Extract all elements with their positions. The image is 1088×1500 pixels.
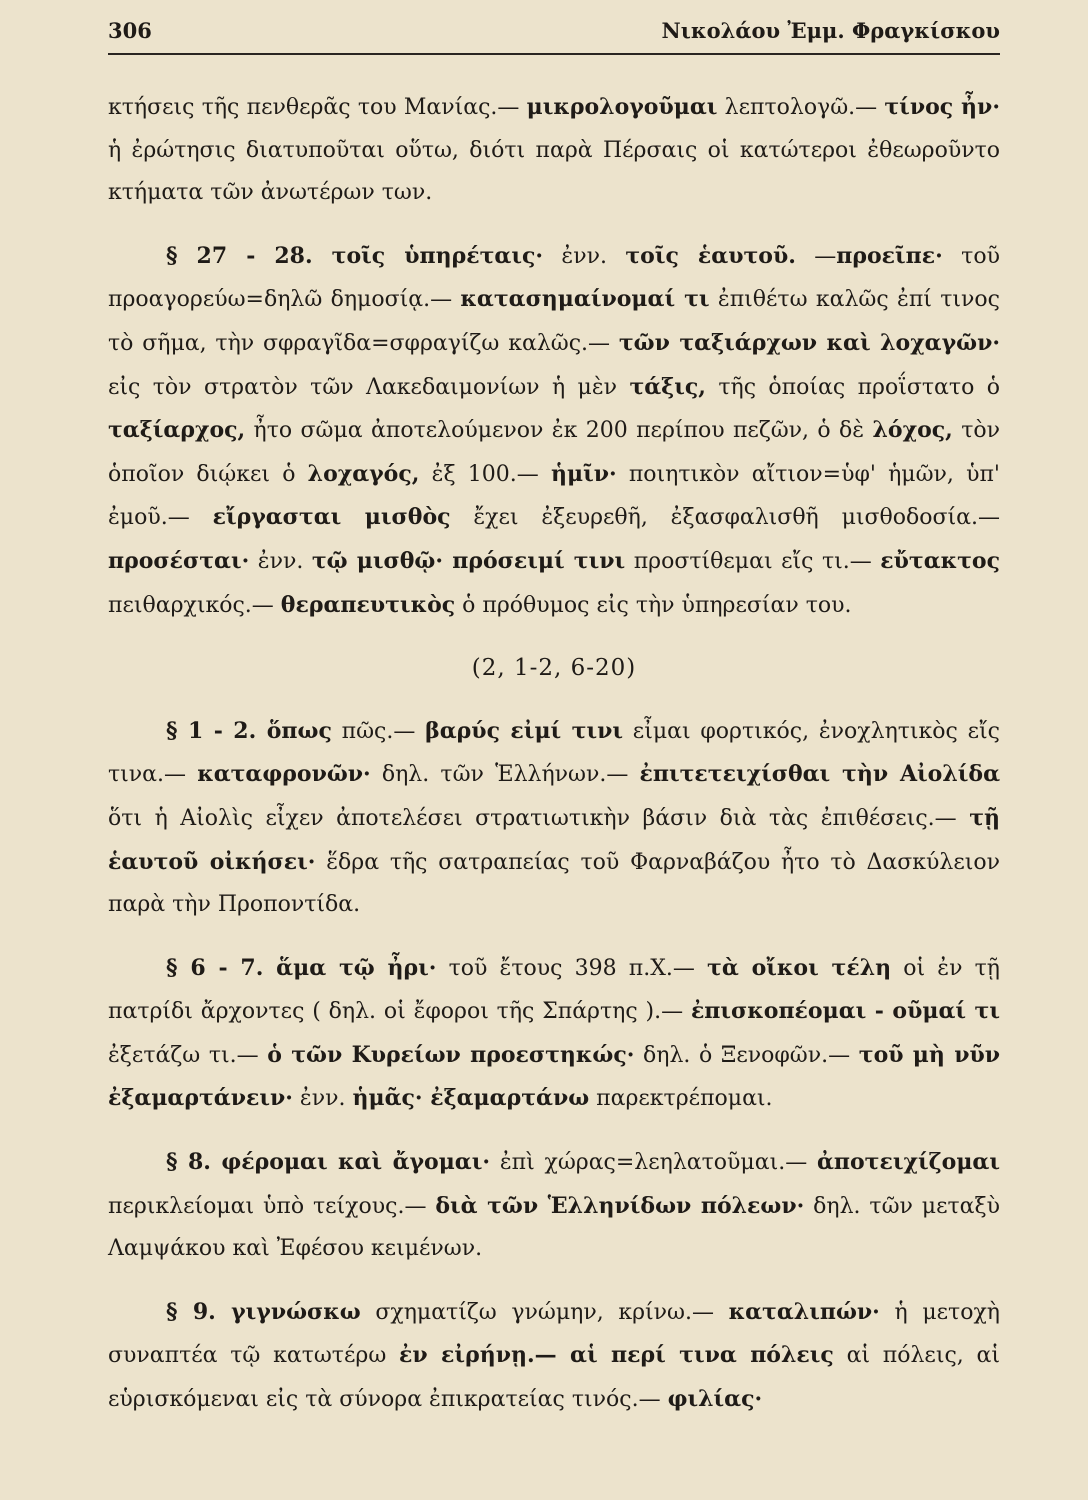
- gloss-text: ὅτι ἡ Αἰολὶς εἶχεν ἀποτελέσει στρατιωτικὴν βάσιν διὰ τὰς ἐπιθέσεις.—: [108, 805, 970, 831]
- gloss-text: πῶς.—: [331, 718, 426, 744]
- gloss-text: σχηματίζω γνώμην, κρίνω.—: [360, 1299, 729, 1325]
- lemma-term: § 8. φέρομαι καὶ ἄγομαι·: [166, 1149, 491, 1176]
- gloss-text: ὁ πρόθυμος εἰς τὴν ὑπηρεσίαν του.: [455, 592, 852, 618]
- lemma-term: θεραπευτικὸς: [280, 591, 456, 618]
- gloss-text: ἐπὶ χώρας=λεηλατοῦμαι.—: [490, 1150, 817, 1176]
- gloss-text: τῆς ὁποίας προΐστατο ὁ: [705, 374, 1000, 400]
- lemma-term: τῇ ἑαυτοῦ οἰκήσει·: [108, 804, 1000, 875]
- lemma-term: τοῖς ἑαυτοῦ.: [625, 242, 796, 269]
- lemma-term: § 9. γιγνώσκω: [166, 1298, 361, 1325]
- lemma-term: ἡμῖν·: [550, 460, 617, 487]
- gloss-text: οἱ ἐν τῇ πατρίδι ἄρχοντες ( δηλ. οἱ ἔφοροι τῆς Σπάρτης ).—: [108, 955, 1000, 1025]
- lemma-term: τοῦ μὴ νῦν ἐξαμαρτάνειν·: [108, 1041, 1000, 1112]
- gloss-text: δηλ. ὁ Ξενοφῶν.—: [634, 1042, 859, 1068]
- lemma-term: ταξίαρχος,: [108, 417, 246, 444]
- gloss-text: ἐνν.: [292, 1086, 353, 1112]
- header-rule: [108, 53, 1000, 55]
- running-head: Νικολάου Ἐμμ. Φραγκίσκου: [661, 18, 1000, 43]
- gloss-text: ἔχει ἐξευρεθῆ, ἐξασφαλισθῆ μισθοδοσία.—: [450, 505, 1001, 531]
- gloss-text: δηλ. τῶν Ἑλλήνων.—: [370, 762, 640, 788]
- lemma-term: καταλιπών·: [728, 1298, 880, 1325]
- paragraph: [108, 710, 1000, 927]
- gloss-text: ἦτο σῶμα ἀποτελούμενον ἐκ 200 περίπου πεζῶν, ὁ δὲ: [245, 418, 873, 444]
- gloss-text: ἐνν.: [543, 243, 626, 269]
- gloss-text: ἐξετάζω τι.—: [108, 1042, 268, 1068]
- lemma-term: τὰ οἴκοι τέλη: [707, 954, 892, 981]
- lemma-term: § 6 - 7. ἅμα τῷ ἦρι·: [166, 954, 437, 981]
- gloss-text: κτήσεις τῆς πενθερᾶς του Μανίας.—: [108, 95, 527, 120]
- lemma-term: λοχαγός,: [307, 460, 420, 487]
- gloss-text: τοῦ ἔτους 398 π.Χ.—: [436, 955, 708, 981]
- lemma-term: τῷ μισθῷ· πρόσειμί τινι: [311, 547, 626, 574]
- lemma-term: φιλίας·: [667, 1386, 763, 1413]
- gloss-text: τοῦ προαγορεύω=δηλῶ δημοσίᾳ.—: [108, 243, 1000, 313]
- gloss-text: —: [795, 243, 837, 269]
- commentary-text: [108, 86, 1000, 1422]
- paragraph: [108, 1141, 1000, 1271]
- lemma-term: ὁ τῶν Κυρείων προεστηκώς·: [267, 1041, 635, 1068]
- lemma-term: λόχος,: [872, 417, 953, 444]
- lemma-term: βαρύς εἰμί τινι: [425, 717, 624, 744]
- lemma-term: εὔτακτος: [880, 547, 1000, 574]
- lemma-term: ἐν εἰρήνῃ.— αἱ περί τινα πόλεις: [399, 1342, 834, 1369]
- gloss-text: ἡ ἐρώτησις διατυποῦται οὕτω, διότι παρὰ Πέρσαις οἱ κατώτεροι ἐθεωροῦντο κτήματα τῶν ἀνωτέρων των.: [108, 137, 1000, 206]
- lemma-term: διὰ τῶν Ἑλληνίδων πόλεων·: [435, 1192, 805, 1219]
- lemma-term: καταφρονῶν·: [197, 761, 371, 788]
- page-header: [108, 18, 1000, 48]
- gloss-text: εἰς τὸν στρατὸν τῶν Λακεδαιμονίων ἡ μὲν: [108, 374, 630, 400]
- gloss-text: δηλ. τῶν μεταξὺ Λαμψάκου καὶ Ἐφέσου κειμένων.: [108, 1193, 1000, 1262]
- gloss-text: προστίθεμαι εἴς τι.—: [625, 548, 881, 574]
- gloss-text: ποιητικὸν αἴτιον=ὑφ' ἡμῶν, ὑπ' ἐμοῦ.—: [108, 461, 1000, 531]
- lemma-term: § 27 - 28. τοῖς ὑπηρέταις·: [166, 242, 544, 269]
- gloss-text: τὸν ὁποῖον διῴκει ὁ: [108, 418, 1000, 487]
- lemma-term: ἐπισκοπέομαι - οῦμαί τι: [690, 998, 1000, 1025]
- gloss-text: περικλείομαι ὑπὸ τείχους.—: [108, 1193, 436, 1219]
- paragraph: [108, 86, 1000, 215]
- gloss-text: ἐξ 100.—: [419, 461, 551, 487]
- paragraph: [108, 1291, 1000, 1422]
- page-number: 306: [108, 18, 152, 43]
- paragraph: [108, 947, 1000, 1121]
- lemma-term: τάξις,: [629, 373, 706, 400]
- gloss-text: παρεκτρέπομαι.: [589, 1086, 773, 1112]
- section-reference: (2, 1-2, 6-20): [471, 655, 637, 682]
- lemma-term: προεῖπε·: [836, 242, 943, 269]
- lemma-term: ἡμᾶς· ἐξαμαρτάνω: [352, 1085, 590, 1112]
- lemma-term: κατασημαίνομαί τι: [460, 286, 710, 313]
- gloss-text: πειθαρχικός.—: [108, 592, 281, 618]
- gloss-text: ἐνν.: [249, 548, 312, 574]
- gloss-text: ἕδρα τῆς σατραπείας τοῦ Φαρναβάζου ἦτο τὸ Δασκύλειον παρὰ τὴν Προποντίδα.: [108, 849, 1001, 918]
- gloss-text: λεπτολογῶ.—: [717, 95, 885, 120]
- lemma-term: τίνος ἦν·: [884, 94, 1000, 120]
- gloss-text: εἶμαι φορτικός, ἐνοχλητικὸς εἴς τινα.—: [108, 718, 1000, 788]
- lemma-term: § 1 - 2. ὅπως: [166, 717, 332, 744]
- gloss-text: αἱ πόλεις, αἱ εὑρισκόμεναι εἰς τὰ σύνορα ἐπικρατείας τινός.—: [108, 1343, 1000, 1413]
- lemma-term: ἀποτειχίζομαι: [816, 1149, 1000, 1176]
- paragraph: [108, 235, 1000, 627]
- lemma-term: εἴργασται μισθὸς: [212, 504, 451, 531]
- lemma-term: προσέσται·: [108, 547, 250, 574]
- gloss-text: ἐπιθέτω καλῶς ἐπί τινος τὸ σῆμα, τὴν σφραγῖδα=σφραγίζω καλῶς.—: [108, 287, 1000, 356]
- lemma-term: τῶν ταξιάρχων καὶ λοχαγῶν·: [618, 329, 1000, 356]
- lemma-term: ἐπιτετειχίσθαι τὴν Αἰολίδα: [639, 761, 1001, 788]
- gloss-text: ἡ μετοχὴ συναπτέα τῷ κατωτέρω: [108, 1299, 1000, 1369]
- lemma-term: μικρολογοῦμαι: [526, 94, 718, 120]
